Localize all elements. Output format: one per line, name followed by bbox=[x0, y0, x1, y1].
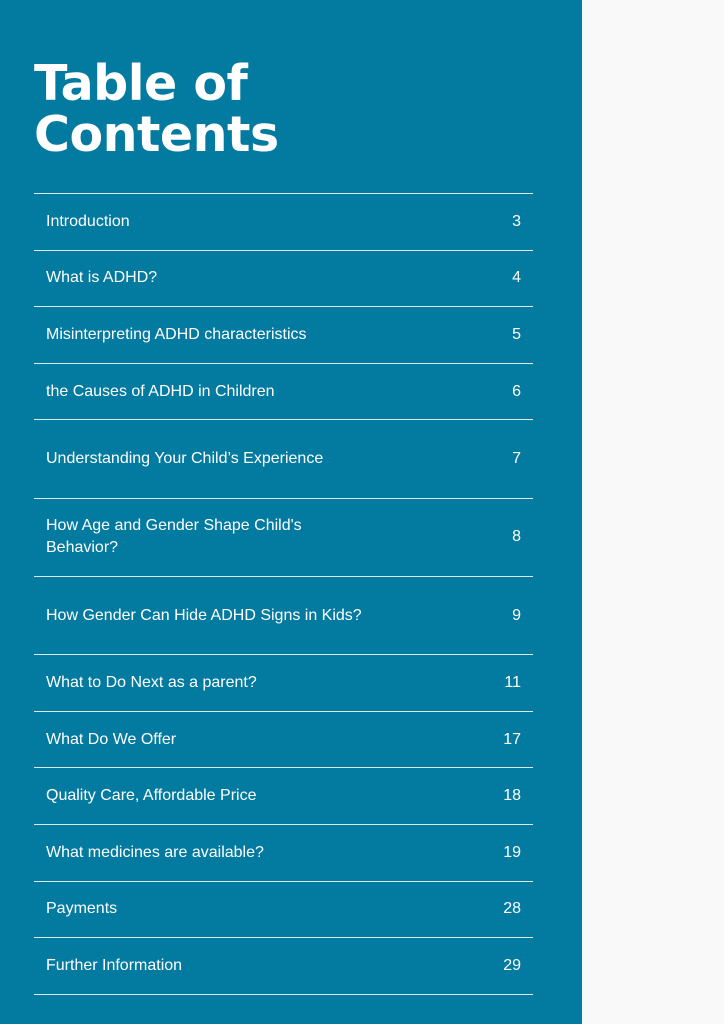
page-title: Table of Contents bbox=[34, 55, 279, 163]
toc-entry-label: Further Information bbox=[46, 957, 183, 975]
toc-entry-label: How Age and Gender Shape Child's Behavior? bbox=[46, 517, 302, 557]
toc-entry-page: 19 bbox=[503, 843, 521, 861]
toc-entry-page: 8 bbox=[512, 528, 521, 546]
toc-entry-understanding[interactable] bbox=[34, 420, 533, 498]
toc-entry-page: 18 bbox=[503, 787, 521, 805]
toc-entry-page: 7 bbox=[512, 450, 521, 468]
table-of-contents bbox=[34, 193, 533, 995]
toc-entry-page: 11 bbox=[504, 674, 521, 692]
toc-entry-label: Payments bbox=[46, 900, 118, 918]
toc-entry-label: What to Do Next as a parent? bbox=[46, 674, 257, 692]
toc-entry-label: What is ADHD? bbox=[46, 269, 158, 287]
toc-entry-label: How Gender Can Hide ADHD Signs in Kids? bbox=[46, 606, 362, 624]
toc-entry-payments[interactable] bbox=[34, 882, 533, 939]
toc-entry-page: 9 bbox=[512, 606, 521, 624]
toc-entry-medicines[interactable] bbox=[34, 825, 533, 882]
toc-entry-page: 4 bbox=[512, 269, 521, 287]
toc-entry-label: Quality Care, Affordable Price bbox=[46, 787, 257, 805]
toc-entry-label: the Causes of ADHD in Children bbox=[46, 382, 275, 400]
toc-entry-page: 6 bbox=[512, 382, 521, 400]
toc-entry-age-gender[interactable] bbox=[34, 499, 533, 577]
toc-entry-label: Introduction bbox=[46, 212, 130, 230]
toc-entry-label: Understanding Your Child’s Experience bbox=[46, 450, 324, 468]
toc-entry-quality-care[interactable] bbox=[34, 768, 533, 825]
toc-entry-page: 3 bbox=[512, 212, 521, 230]
toc-entry-introduction[interactable] bbox=[34, 194, 533, 251]
toc-entry-further-information[interactable] bbox=[34, 938, 533, 995]
toc-entry-label: What Do We Offer bbox=[46, 730, 177, 748]
toc-entry-what-is-adhd[interactable] bbox=[34, 251, 533, 308]
toc-entry-what-we-offer[interactable] bbox=[34, 712, 533, 769]
toc-entry-label: What medicines are available? bbox=[46, 843, 264, 861]
toc-entry-page: 17 bbox=[503, 730, 521, 748]
toc-entry-next-steps[interactable] bbox=[34, 655, 533, 712]
toc-entry-causes[interactable] bbox=[34, 364, 533, 421]
toc-entry-page: 28 bbox=[503, 900, 521, 918]
toc-entry-label: Misinterpreting ADHD characteristics bbox=[46, 325, 307, 343]
toc-entry-page: 5 bbox=[512, 325, 521, 343]
toc-entry-page: 29 bbox=[503, 957, 521, 975]
toc-entry-misinterpreting[interactable] bbox=[34, 307, 533, 364]
toc-entry-gender-signs[interactable] bbox=[34, 577, 533, 655]
